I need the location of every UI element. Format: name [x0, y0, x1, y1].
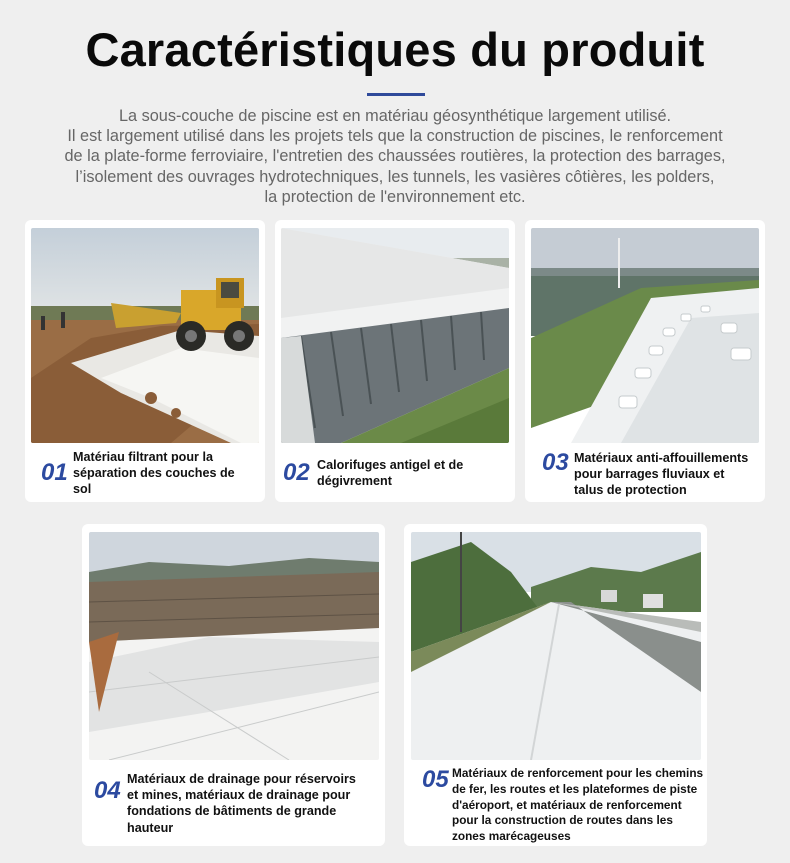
caption-line: Matériau filtrant pour la	[73, 450, 213, 464]
card-caption	[73, 449, 235, 498]
card-number: 01	[41, 459, 68, 486]
intro-line: La sous-couche de piscine est en matériau géosynthétique largement utilisé.	[118, 107, 672, 125]
card-caption	[452, 766, 703, 845]
soil-separation-photo	[31, 228, 259, 443]
road-reinforcement-photo	[411, 532, 701, 760]
caption-line: pour la construction de routes dans les	[452, 813, 673, 828]
feature-card-03	[525, 220, 765, 502]
caption-line: de fer, les routes et les plateformes de piste	[452, 781, 698, 796]
caption-line: Calorifuges antigel et de	[317, 458, 464, 472]
caption-line: hauteur	[127, 820, 174, 835]
caption-line: zones marécageuses	[452, 829, 571, 844]
feature-card-04	[82, 524, 385, 846]
caption-line: dégivrement	[317, 474, 392, 489]
caption-line: d'aéroport, et matériaux de renforcement	[452, 797, 682, 812]
page-title: Caractéristiques du produit	[85, 23, 705, 76]
title-underline	[367, 93, 425, 96]
caption-line: Matériaux de renforcement pour les chemins	[452, 766, 704, 780]
intro-line: la protection de l'environnement etc.	[264, 187, 526, 206]
caption-line: séparation des couches de	[73, 466, 235, 481]
intro-paragraph	[10, 106, 780, 207]
card-caption	[574, 450, 748, 499]
card-number: 05	[422, 766, 449, 793]
greenhouse-photo	[281, 228, 509, 443]
caption-line: et mines, matériaux de drainage pour	[127, 788, 351, 803]
card-number: 04	[94, 777, 121, 804]
card-number: 02	[283, 459, 310, 486]
feature-card-01	[25, 220, 265, 502]
feature-card-02	[275, 220, 515, 502]
intro-line: l’isolement des ouvrages hydrotechniques, les tunnels, les vasières côtières, les polders,	[75, 167, 715, 186]
intro-line: de la plate-forme ferroviaire, l'entretien des chaussées routières, la protection des barrages,	[64, 147, 726, 166]
caption-line: sol	[73, 482, 92, 497]
caption-line: Matériaux anti-affouillements	[574, 451, 749, 465]
caption-line: talus de protection	[574, 483, 687, 498]
card-caption	[127, 771, 356, 836]
intro-line: Il est largement utilisé dans les projets tels que la construction de piscines, le renforcement	[67, 127, 723, 146]
caption-line: pour barrages fluviaux et	[574, 467, 725, 482]
card-number: 03	[542, 449, 569, 476]
card-caption	[317, 457, 463, 489]
riverbank-photo	[531, 228, 759, 443]
reservoir-lining-photo	[89, 532, 379, 760]
caption-line: Matériaux de drainage pour réservoirs	[127, 772, 356, 786]
feature-card-05	[404, 524, 707, 846]
caption-line: fondations de bâtiments de grande	[127, 804, 337, 819]
